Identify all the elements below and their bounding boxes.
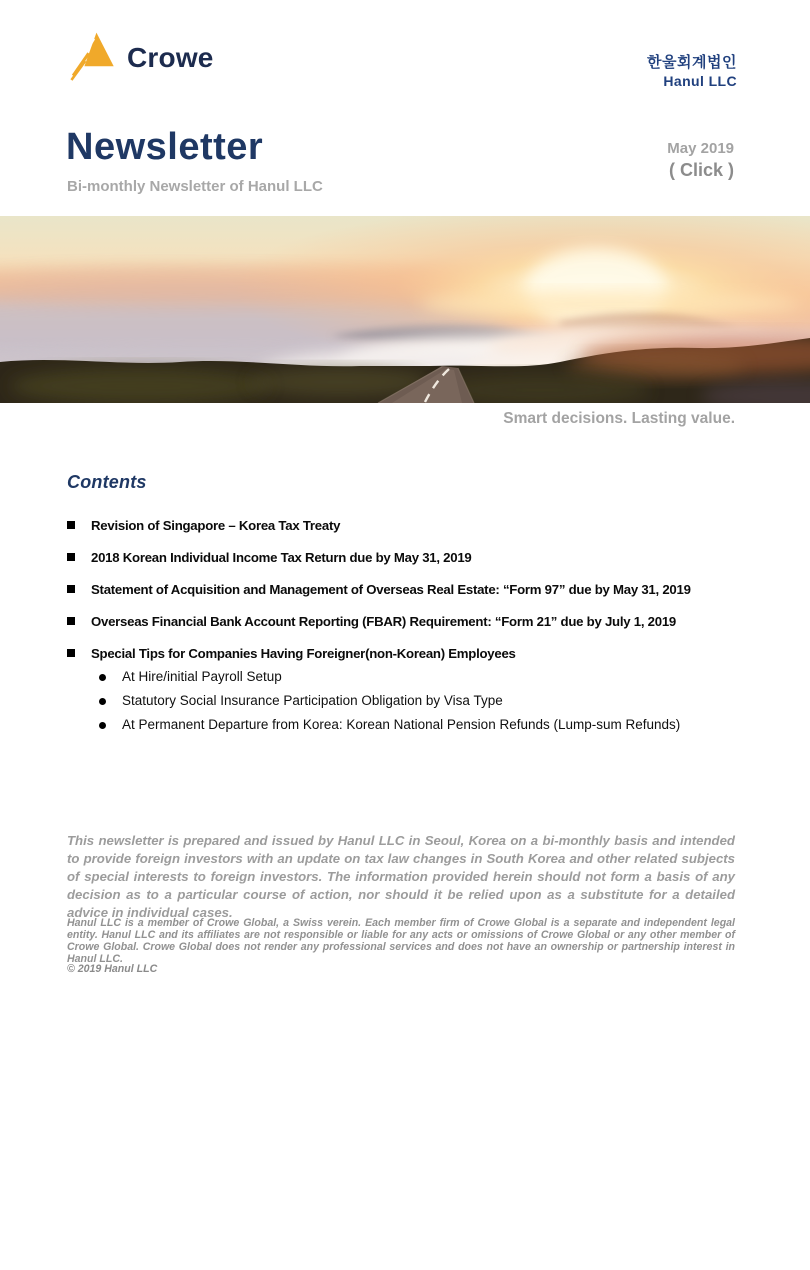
toc-item-label: Revision of Singapore – Korea Tax Treaty [91,518,341,533]
page-title: Newsletter [66,126,264,168]
toc-item-income-tax-return[interactable] [67,550,743,565]
toc-subitem-label: At Hire/initial Payroll Setup [122,669,282,684]
disclaimer-secondary: Hanul LLC is a member of Crowe Global, a Swiss verein. Each member firm of Crowe Global is a separate and independent legal entity. Hanul LLC and its affiliates are not responsible or liable for any acts or omissions of Crowe Global or any other member of Crowe Global. Crowe Global does not render any professional services and does not have an ownership or partnership interest in Hanul LLC. [67,917,735,965]
square-bullet-icon [67,521,75,529]
crowe-logo [68,28,214,82]
toc-item-special-tips[interactable] [67,646,743,742]
copyright-notice: © 2019 Hanul LLC [67,963,158,975]
square-bullet-icon [67,585,75,593]
square-bullet-icon [67,617,75,625]
toc-item-form-97[interactable] [67,582,743,597]
firm-name-english: Hanul LLC [663,73,737,89]
contents-heading: Contents [67,472,147,492]
toc-subitem-pension-refunds[interactable] [91,718,680,732]
circle-bullet-icon [99,722,106,729]
disclaimer-primary: This newsletter is prepared and issued by Hanul LLC in Seoul, Korea on a bi-monthly basis and intended to provide foreign investors with an update on tax law changes in South Korea and other related subjects of special interests to foreign investors. The information provided herein should not form a basis of any decision as to a particular course of action, nor should it be relied upon as a substitute for a detailed advice in individual cases. [67,833,735,920]
circle-bullet-icon [99,674,106,681]
crowe-wordmark: Crowe [127,42,214,73]
crowe-mountain-icon [68,28,118,82]
page-subtitle: Bi-monthly Newsletter of Hanul LLC [67,178,323,195]
square-bullet-icon [67,553,75,561]
table-of-contents [67,518,743,759]
toc-item-label: Overseas Financial Bank Account Reporting (FBAR) Requirement: “Form 21” due by July 1, 2019 [91,614,677,629]
toc-subitem-payroll-setup[interactable] [91,670,680,684]
issue-block [667,140,734,181]
toc-item-tax-treaty[interactable] [67,518,743,533]
toc-subitem-social-insurance[interactable] [91,694,680,708]
toc-subitem-label: At Permanent Departure from Korea: Korean National Pension Refunds (Lump-sum Refunds) [122,717,681,732]
toc-item-fbar-form-21[interactable] [67,614,743,629]
square-bullet-icon [67,649,75,657]
issue-date: May 2019 [667,140,734,157]
firm-name-korean: 한울회계법인 [647,54,737,71]
circle-bullet-icon [99,698,106,705]
toc-item-label: 2018 Korean Individual Income Tax Return due by May 31, 2019 [91,550,472,565]
toc-item-label: Statement of Acquisition and Management of Overseas Real Estate: “Form 97” due by May 31, 2019 [91,582,691,597]
brand-tagline: Smart decisions. Lasting value. [503,410,735,427]
toc-sublist [91,670,680,732]
firm-name-block [647,51,737,89]
hero-image [0,216,810,403]
toc-subitem-label: Statutory Social Insurance Participation Obligation by Visa Type [122,693,503,708]
click-link[interactable]: ( Click ) [668,160,734,180]
sunset-road-photo [0,216,810,403]
toc-item-label: Special Tips for Companies Having Foreigner(non-Korean) Employees [91,646,516,661]
